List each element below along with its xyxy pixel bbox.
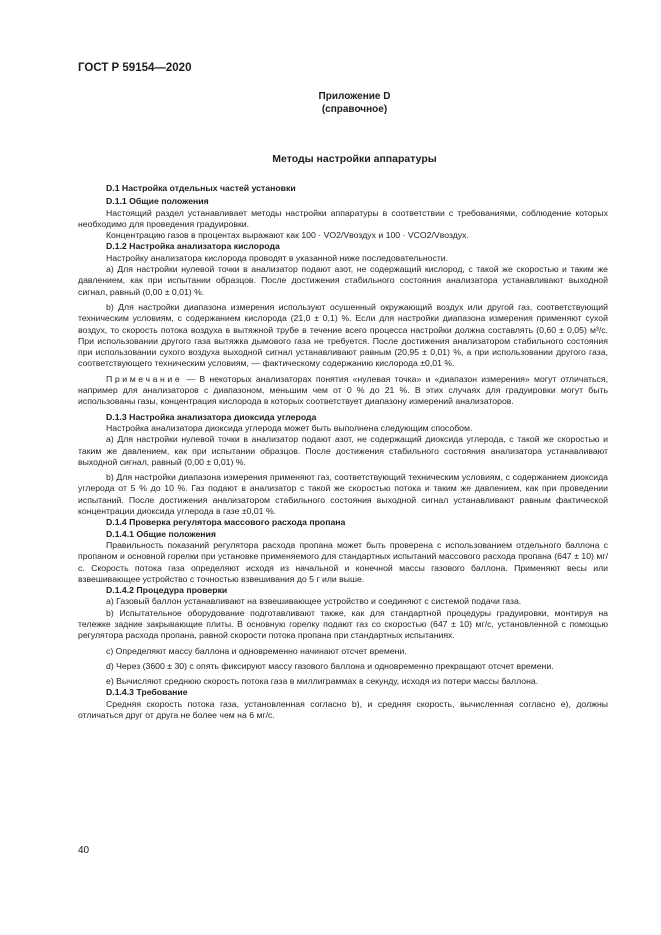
paragraph: Настройка анализатора диоксида углерода может быть выполнена следующим способом.: [106, 422, 473, 433]
paragraph: Настоящий раздел устанавливает методы настройки аппаратуры в соответствии с требованиями, соблюдение которых необходимо для проведения градуировки.: [78, 207, 608, 229]
annex-title: Методы настройки аппаратуры: [272, 153, 437, 165]
heading-d1-2: D.1.2 Настройка анализатора кислорода: [106, 241, 280, 252]
heading-d1-4: D.1.4 Проверка регулятора массового расхода пропана: [106, 517, 346, 528]
document-body: [78, 183, 608, 721]
paragraph-concentration: [78, 230, 608, 241]
list-item-c: c) Определяют массу баллона и одновременно начинают отсчет времени.: [106, 645, 407, 656]
paragraph: Правильность показаний регулятора расхода пропана может быть проверена с использованием отдельного баллона с пропаном и основной горелки при установке применяемого для стандартных испытаний массового расхода пропана (647 ± 10) мг/с. Скорость потока газа определяют исходя из начальной и конечной массы газового баллона. Применяют весы или взвешивающее устройство с точностью взвешивания до 5 г или выше.: [78, 539, 608, 584]
heading-d1-4-3: D.1.4.3 Требование: [106, 687, 188, 698]
list-item-b: b) Для настройки диапазона измерения используют осушенный окружающий воздух или другой газ, соответствующий техническим условиям, с содержанием кислорода (21,0 ± 0,1) %. Если для настройки диапазона измерения применяют сухой воздух, то скорость потока воздуха в вытяжной трубе в течение всего процесса настройки должна составлять (0,60 ± 0,05) м³/с. При использовании другого газа вытяжка дымового газа не требуется. После достижения анализатором стабильного состояния при использовании сухого воздуха выходной сигнал устанавливают равным (20,95 ± 0,01) %, а при использовании другого газа, соответствующего техническим условиям, — фактическому содержанию кислорода ±0,01 %.: [78, 301, 608, 369]
heading-d1: D.1 Настройка отдельных частей установки: [106, 183, 296, 193]
list-item-a: a) Для настройки нулевой точки в анализатор подают азот, не содержащий диоксида углерода, с такой же скоростью и таким же давлением, как при испытании образцов. После достижения стабильного состояния анализатора устанавливают выходной сигнал, равный (0,00 ± 0,01) %.: [78, 434, 608, 467]
list-item-b: b) Для настройки диапазона измерения применяют газ, соответствующий техническим условиям, с содержанием диоксида углерода от 5 % до 10 %. Газ подают в анализатор с такой же скоростью потока и таким же давлением, как при проведении испытаний. После достижения анализатором стабильного состояния выходной сигнал устанавливают равным фактической концентрации диоксида углерода в газе ±0,01 %.: [78, 472, 608, 517]
heading-d1-4-2: D.1.4.2 Процедура проверки: [106, 585, 228, 596]
list-item-e: e) Вычисляют среднюю скорость потока газа в миллиграммах в секунду, исходя из потери массы баллона.: [106, 676, 539, 687]
heading-d1-3: D.1.3 Настройка анализатора диоксида углерода: [106, 411, 317, 422]
formula-text: Концентрацию газов в процентах выражают как 100 · VO2/Vвоздух и 100 · VCO2/Vвоздух.: [106, 230, 469, 241]
standard-code: ГОСТ Р 59154—2020: [78, 62, 192, 74]
heading-d1-1: D.1.1 Общие положения: [106, 196, 209, 207]
list-item-a: a) Газовый баллон устанавливают на взвешивающее устройство и соединяют с системой подачи газа.: [106, 596, 522, 607]
list-item-a: a) Для настройки нулевой точки в анализатор подают азот, не содержащий кислород, с такой же скоростью и таким же давлением, как при испытании образцов. После достижения стабильного состояния анализатора устанавливают выходной сигнал, равный (0,00 ± 0,01) %.: [78, 264, 608, 297]
list-item-d: d) Через (3600 ± 30) с опять фиксируют массу газового баллона и одновременно прекращают отсчет времени.: [106, 660, 554, 671]
heading-d1-4-1: D.1.4.1 Общие положения: [106, 528, 216, 539]
note-label: Примечание: [106, 373, 183, 384]
note-text: — В некоторых анализаторах понятия «нулевая точка» и «диапазон измерения» могут отличаться, например для анализаторов с диапазоном, меньшим чем от 0 % до 21 %. В этих случаях для градуировки могут быть использованы газы, концентрация кислорода в которых соответствует диапазону измерений анализаторов.: [78, 373, 608, 407]
page-number: 40: [78, 845, 90, 856]
note: [78, 374, 608, 408]
annex-type: (справочное): [321, 104, 388, 115]
annex-heading: [0, 90, 661, 116]
paragraph: Настройку анализатора кислорода проводят в указанной ниже последовательности.: [106, 252, 449, 263]
paragraph: Средняя скорость потока газа, установленная согласно b), и средняя скорость, вычисленная согласно e), должны отличаться друг от друга не более чем на 6 мг/с.: [78, 698, 608, 721]
annex-label: Приложение D: [318, 91, 391, 102]
list-item-b: b) Испытательное оборудование подготавливают также, как для стандартной процедуры градуировки, монтируя на тележке задние закрывающие плиты. В основную горелку подают газ со скоростью (647 ± 10) мг/с, установленной с помощью регулятора расхода пропана, равной скорости потока пропана при стандартных испытаниях.: [78, 607, 608, 641]
